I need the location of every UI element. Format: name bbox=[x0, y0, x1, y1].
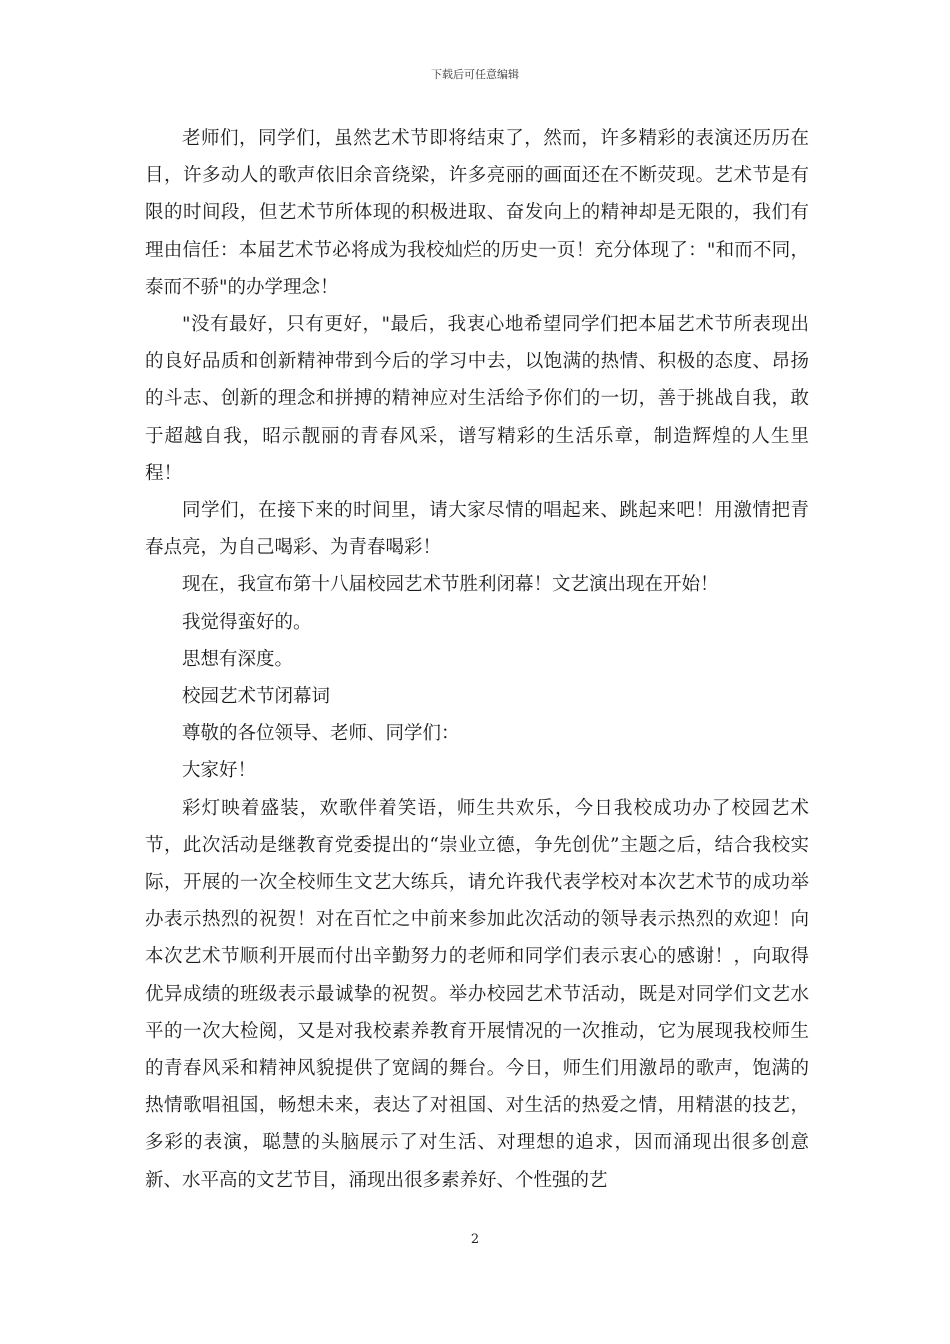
paragraph: 同学们，在接下来的时间里，请大家尽情的唱起来、跳起来吧！用激情把青春点亮，为自己喝彩、为青春喝彩！ bbox=[145, 500, 809, 559]
paragraph: 我觉得蛮好的。 bbox=[182, 611, 312, 633]
page-number: 2 bbox=[470, 1232, 480, 1247]
paragraph: 彩灯映着盛装，欢歌伴着笑语，师生共欢乐，今日我校成功办了校园艺术节，此次活动是继教育党委提出的“崇业立德，争先创优”主题之后，结合我校实际，开展的一次全校师生文艺大练兵，请允许我代表学校对本次艺术节的成功举办表示热烈的祝贺！对在百忙之中前来参加此次活动的领导表示热烈的欢迎！向本次艺术节顺利开展而付出辛勤努力的老师和同学们表示衷心的感谢！，向取得优异成绩的班级表示最诚挚的祝贺。举办校园艺术节活动，既是对同学们文艺水平的一次大检阅，又是对我校素养教育开展情况的一次推动，它为展现我校师生的青春风采和精神风貌提供了宽阔的舞台。今日，师生们用激昂的歌声，饱满的热情歌唱祖国，畅想未来，表达了对祖国、对生活的热爱之情，用精湛的技艺，多彩的表演，聪慧的头脑展示了对生活、对理想的追求，因而涌现出很多创意新、水平高的文艺节目，涌现出很多素养好、个性强的艺 bbox=[145, 797, 809, 1191]
page-header: 下载后可任意编辑 bbox=[431, 68, 519, 81]
paragraph: "没有最好，只有更好，"最后，我衷心地希望同学们把本届艺术节所表现出的良好品质和创新精神带到今后的学习中去，以饱满的热情、积极的态度、昂扬的斗志、创新的理念和拼搏的精神应对生活给予你们的一切，善于挑战自我，敢于超越自我，昭示靓丽的青春风采，谱写精彩的生活乐章，制造辉煌的人生里程！ bbox=[145, 314, 809, 484]
paragraph: 现在，我宣布第十八届校园艺术节胜利闭幕！文艺演出现在开始！ bbox=[182, 574, 719, 596]
salutation: 尊敬的各位领导、老师、同学们： bbox=[182, 723, 460, 745]
paragraph: 老师们，同学们，虽然艺术节即将结束了，然而，许多精彩的表演还历历在目，许多动人的歌声依旧余音绕梁，许多亮丽的画面还在不断荧现。艺术节是有限的时间段，但艺术节所体现的积极进取、奋发向上的精神却是无限的，我们有理由信任：本届艺术节必将成为我校灿烂的历史一页！充分体现了："和而不同，泰而不骄"的办学理念！ bbox=[145, 128, 809, 298]
paragraph: 思想有深度。 bbox=[182, 648, 294, 670]
document-body bbox=[145, 120, 809, 1199]
greeting: 大家好！ bbox=[182, 760, 257, 782]
section-title: 校园艺术节闭幕词 bbox=[182, 686, 331, 708]
